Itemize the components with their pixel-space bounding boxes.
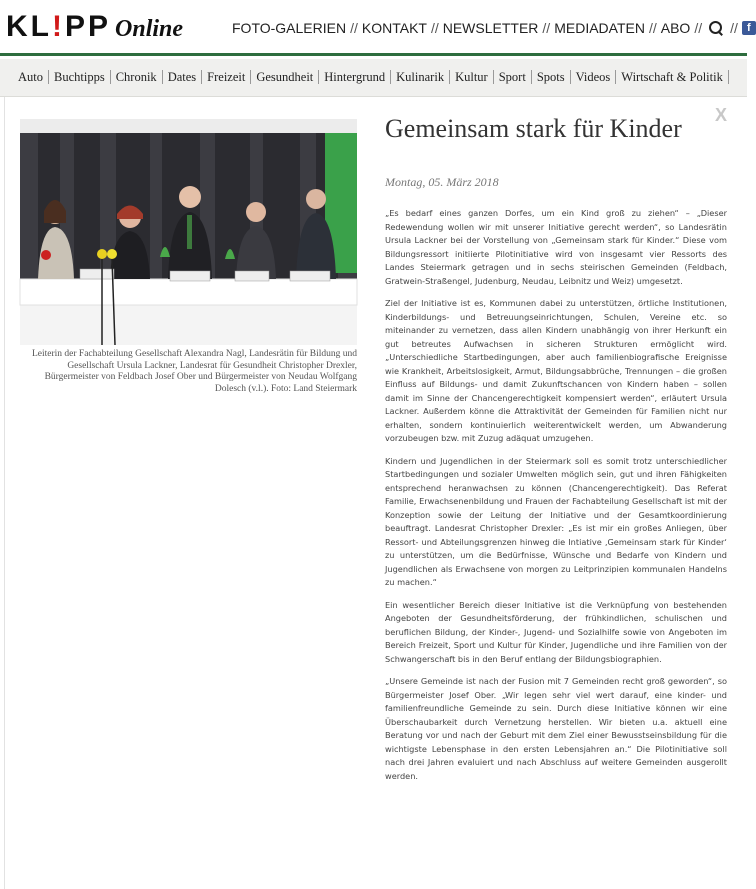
- category-navigation: [18, 70, 729, 84]
- category-link[interactable]: Kulinarik: [391, 70, 450, 84]
- category-link[interactable]: Videos: [571, 70, 617, 84]
- nav-separator: //: [542, 20, 551, 36]
- nav-foto-galerien[interactable]: FOTO-GALERIEN: [232, 20, 347, 36]
- search-icon[interactable]: [708, 20, 724, 36]
- article-paragraph: Kindern und Jugendlichen in der Steiermark soll es somit trotz unterschiedlicher Startbedingungen und sozialer Umwelten möglich sein, gut und ihren Fähigkeiten entsprechend heranwachsen zu können (Chancengerechtigkeit). Das Referat Familie, Erwachsenenbildung und Frauen der Fachabteilung Gesellschaft ist mit der Konzeption sowie der Leitung der Initiative und der Gesamtkoordinierung beauftragt. Landesrat Christopher Drexler: „Es ist mir ein großes Anliegen, über Ressort- und Abteilungsgrenzen hinweg die Intiative ‚Gemeinsam stark für Kinder‘ zu unterstützen, um die Bedürfnisse, Wünsche und Bedarfe von Kindern und Jugendlichen als Erwachsene von morgen zu Leitprinzipien kommunalen Handelns zu machen.“: [385, 455, 727, 587]
- article-paragraph: „Es bedarf eines ganzen Dorfes, um ein Kind groß zu ziehen“ – „Dieser Redewendung wollen wir mit unserer Initiative gerecht werden“, so Landesrätin Ursula Lackner bei der Vorstellung von „Gemeinsam stark für Kinder.“ Diese vom Bildungsressort initiierte Pilotinitiative wird von insgesamt vier Ressorts des Landes Steiermark getragen und in sechs steirischen Gemeinden (Feldbach, Gratwein-Straßengel, Judenburg, Neudau, Leibnitz und Weiz) umgesetzt.: [385, 208, 727, 286]
- article-paragraph: Ein wesentlicher Bereich dieser Initiative ist die Verknüpfung von bestehenden Angeboten der Gesundheitsförderung, der frühkindlichen, schulischen und beruflichen Bildung, der Kinder-, Jugend- und Sozialhilfe sowie von Angeboten im Bereich Freizeit, Sport und Kultur für Kinder, Jugendliche und ihre Familien von der Schwangerschaft bis in den Beruf entlang der Bildungsbiographien.: [385, 599, 727, 664]
- category-link[interactable]: Gesundheit: [251, 70, 319, 84]
- top-navigation: [232, 20, 756, 36]
- nav-mediadaten[interactable]: MEDIADATEN: [554, 20, 645, 36]
- nav-abo[interactable]: ABO: [660, 20, 691, 36]
- category-link[interactable]: Dates: [163, 70, 202, 84]
- article-date: Montag, 05. März 2018: [385, 175, 499, 189]
- article-panel: [4, 97, 747, 889]
- logo-wordmark: KL!PP: [6, 10, 112, 43]
- article-body: [385, 207, 727, 792]
- nav-separator: //: [430, 20, 439, 36]
- article-paragraph: „Unsere Gemeinde ist nach der Fusion mit 7 Gemeinden recht groß geworden“, so Bürgermeister Josef Ober. „Wir legen sehr viel wert darauf, eine kinder- und familienfreundliche Gemeinde zu sein. Durch diese Initiative können wir eine Überschaubarkeit durch Vernetzung herstellen. Wir bieten u.a. aktuell eine Beratung vor und nach der Geburt mit dem Ziel einer Bewusstseinsbildung für die wichtigste Lebensphase in den ersten Lebensjahren an.“ Die Pilotinitiative soll nach drei Jahren evaluiert und nach Abschluss auf weitere Gemeinden ausgerollt werden.: [385, 676, 727, 781]
- article-title: Gemeinsam stark für Kinder: [385, 114, 682, 143]
- site-header: [0, 0, 751, 56]
- nav-kontakt[interactable]: KONTAKT: [361, 20, 427, 36]
- category-bar: [0, 59, 747, 97]
- article-paragraph: Ziel der Initiative ist es, Kommunen dabei zu unterstützen, örtliche Institutionen, Kinderbildungs- und Betreuungseinrichtungen, Schulen, Vereine etc. so miteinander zu vernetzen, dass allen Kindern unabhängig von ihrer Herkunft ein gut betreutes Aufwachsen in sicheren Strukturen ermöglicht wird. „Unterschiedliche Startbedingungen, aber auch familienbiografische Ereignisse wie Krankheit, Arbeitslosigkeit, Armut, Bildungsabbrüche, Trennungen – die großen Einfluss auf Bildungs- und damit Zukunftschancen von Kindern haben – sollen damit im Sinne der Chancengerechtigkeit kompensiert werden“, erläutert Ursula Lackner. Außerdem könne die Attraktivität der Gemeinden für Familien nicht nur erhalten, sondern kontinuierlich weiterentwickelt werden, um Abwanderung vorzubeugen bzw. mit Zuzug adäquat umzugehen.: [385, 298, 727, 443]
- category-link[interactable]: Auto: [18, 70, 49, 84]
- logo-online: Online: [115, 16, 184, 42]
- press-conference-photo: [20, 119, 357, 345]
- category-link[interactable]: Spots: [532, 70, 571, 84]
- category-link[interactable]: Hintergrund: [319, 70, 391, 84]
- nav-separator: //: [648, 20, 657, 36]
- category-link[interactable]: Kultur: [450, 70, 494, 84]
- nav-separator: //: [694, 20, 703, 36]
- nav-separator: //: [730, 20, 738, 36]
- category-link[interactable]: Buchtipps: [49, 70, 111, 84]
- category-link[interactable]: Chronik: [111, 70, 163, 84]
- close-button[interactable]: X: [714, 105, 727, 125]
- nav-newsletter[interactable]: NEWSLETTER: [442, 20, 539, 36]
- photo-caption: Leiterin der Fachabteilung Gesellschaft Alexandra Nagl, Landesrätin für Bildung und Gesellschaft Ursula Lackner, Landesrat für Gesundheit Christopher Drexler, Bürgermeister von Feldbach Josef Ober und Bürgermeister von Neudau Wolfgang Dolesch (v.l.). Foto: Land Steiermark: [31, 349, 357, 394]
- site-logo[interactable]: [6, 10, 183, 46]
- category-link[interactable]: Wirtschaft & Politik: [616, 70, 729, 84]
- facebook-icon[interactable]: f: [742, 21, 756, 35]
- category-link[interactable]: Freizeit: [202, 70, 251, 84]
- article-photo: [20, 119, 357, 345]
- category-link[interactable]: Sport: [494, 70, 532, 84]
- nav-separator: //: [350, 20, 358, 36]
